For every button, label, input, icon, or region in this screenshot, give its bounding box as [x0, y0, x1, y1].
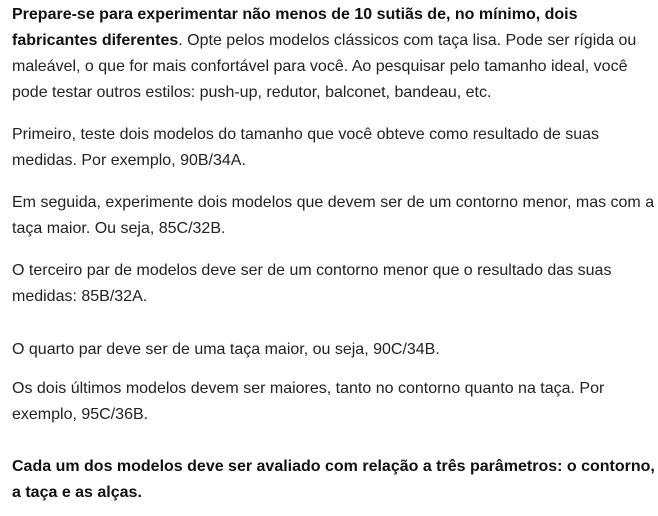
paragraph-fourth-pair: O quarto par deve ser de uma taça maior, ou seja, 90C/34B.	[12, 341, 440, 358]
paragraph-first-pair: Primeiro, teste dois modelos do tamanho que você obteve como resultado de suas medidas. Por exemplo, 90B/34A.	[12, 126, 599, 169]
paragraph-intro	[12, 2, 656, 106]
paragraph-third-pair: O terceiro par de modelos deve ser de um contorno menor que o resultado das suas medidas: 85B/32A.	[12, 262, 612, 305]
intro-bold-text: Prepare-se para experimentar não menos de 10 sutiãs de, no mínimo, dois fabricantes diferentes	[12, 6, 578, 49]
paragraph-evaluation	[12, 454, 656, 506]
paragraph-last-models: Os dois últimos modelos devem ser maiores, tanto no contorno quanto na taça. Por exemplo, 95C/36B.	[12, 380, 605, 423]
paragraph-second-pair: Em seguida, experimente dois modelos que devem ser de um contorno menor, mas com a taça maior. Ou seja, 85C/32B.	[12, 194, 655, 237]
intro-text: . Opte pelos modelos clássicos com taça lisa. Pode ser rígida ou maleável, o que for mais confortável para você. Ao pesquisar pelo tamanho ideal, você pode testar outros estilos: push-up, redutor, balconet, bandeau, etc.	[12, 32, 637, 101]
evaluation-bold-text: Cada um dos modelos deve ser avaliado com relação a três parâmetros: o contorno, a taça e as alças.	[12, 458, 655, 501]
